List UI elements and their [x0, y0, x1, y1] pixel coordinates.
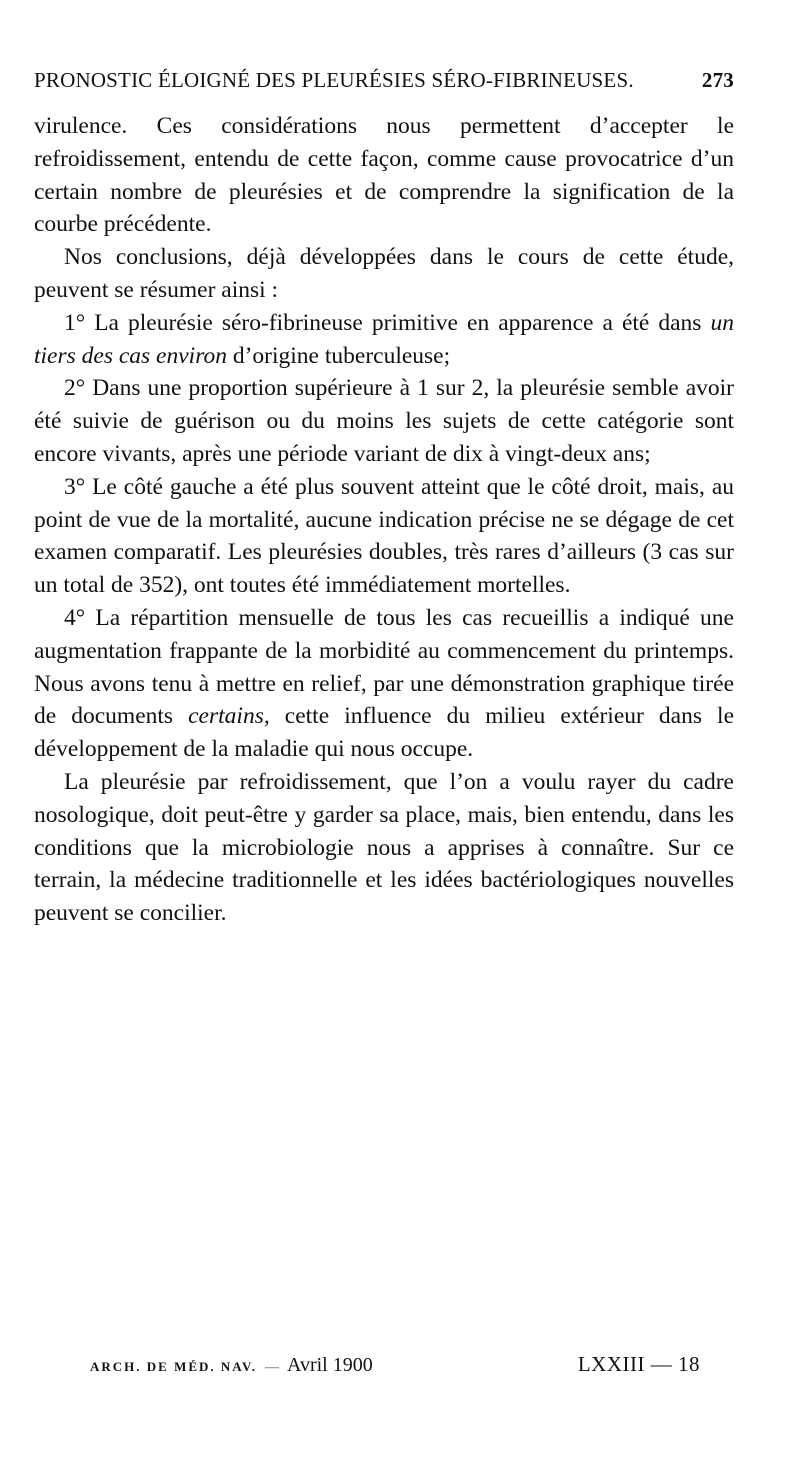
- paragraph-conclusions-intro: [34, 241, 734, 307]
- conclusion-item-4: [34, 602, 734, 766]
- signature-mark: LXXIII — 18: [577, 1352, 700, 1376]
- paragraph-text: Le côté gauche a été plus souvent atteint que le côté droit, mais, au point de vue de la mortalité, aucune indication précise ne se dégage de cet examen comparatif. Les pleurésies doubles, très rares d’ailleurs (3 cas sur un total de 352), ont toutes été immédiatement mortelles.: [34, 473, 734, 599]
- emphasis-text: un tiers des cas environ: [34, 309, 734, 369]
- running-title: PRONOSTIC ÉLOIGNÉ DES PLEURÉSIES SÉRO-FIBRINEUSES.: [34, 68, 634, 92]
- emphasis-text: certains,: [188, 703, 270, 730]
- paragraph-text: Nos conclusions, déjà développées dans le cours de cette étude, peuvent se résumer ainsi :: [34, 244, 734, 303]
- conclusion-item-1: [34, 307, 734, 373]
- conclusion-item-2: [34, 372, 734, 470]
- footer-left: [90, 1354, 373, 1377]
- paragraph-text: La pleurésie par refroidissement, que l’on a voulu rayer du cadre nosologique, doit peut-être y garder sa place, mais, bien entendu, dans les conditions que la microbiologie nous a apprises à connaître. Sur ce terrain, la médecine traditionnelle et les idées bactériologiques nouvelles peuvent se concilier.: [34, 768, 734, 927]
- page-footer: [90, 1352, 700, 1377]
- paragraph-text: virulence. Ces considérations nous permettent d’accepter le refroidissement, entendu de cette façon, comme cause provocatrice d’un certain nombre de pleurésies et de comprendre la signification de la courbe précédente.: [34, 113, 734, 238]
- paragraph-text: La répartition mensuelle de tous les cas recueillis a indiqué une augmentation frappante de la morbidité au commencement du printemps. Nous avons tenu à mettre en relief, par une démonstration graphique tirée de documents: [34, 604, 734, 730]
- item-number: 2°: [64, 375, 93, 402]
- paragraph-text: La pleurésie séro-fibrineuse primitive en apparence a été dans: [94, 309, 711, 336]
- page-number: 273: [701, 68, 734, 92]
- body-text: [34, 110, 734, 930]
- paragraph-text: d’origine tuberculeuse;: [226, 342, 451, 369]
- item-number: 4°: [64, 604, 96, 631]
- paragraph-continuation: [34, 110, 734, 241]
- conclusion-item-3: [34, 471, 734, 602]
- paragraph-text: Dans une proportion supérieure à 1 sur 2, la pleurésie semble avoir été suivie de guérison ou du moins les sujets de cette catégorie sont encore vivants, après une période variant de dix à vingt-deux ans;: [34, 375, 734, 467]
- paragraph-text: cette influence du milieu extérieur dans le développement de la maladie qui nous occupe.: [34, 703, 735, 763]
- journal-name: ARCH. DE MÉD. NAV.: [90, 1359, 257, 1374]
- running-header: [34, 68, 734, 93]
- item-number: 3°: [64, 473, 93, 500]
- issue-date: Avril 1900: [286, 1354, 373, 1376]
- item-number: 1°: [64, 309, 95, 336]
- footer-separator: —: [264, 1360, 279, 1375]
- paragraph-final: [34, 766, 734, 930]
